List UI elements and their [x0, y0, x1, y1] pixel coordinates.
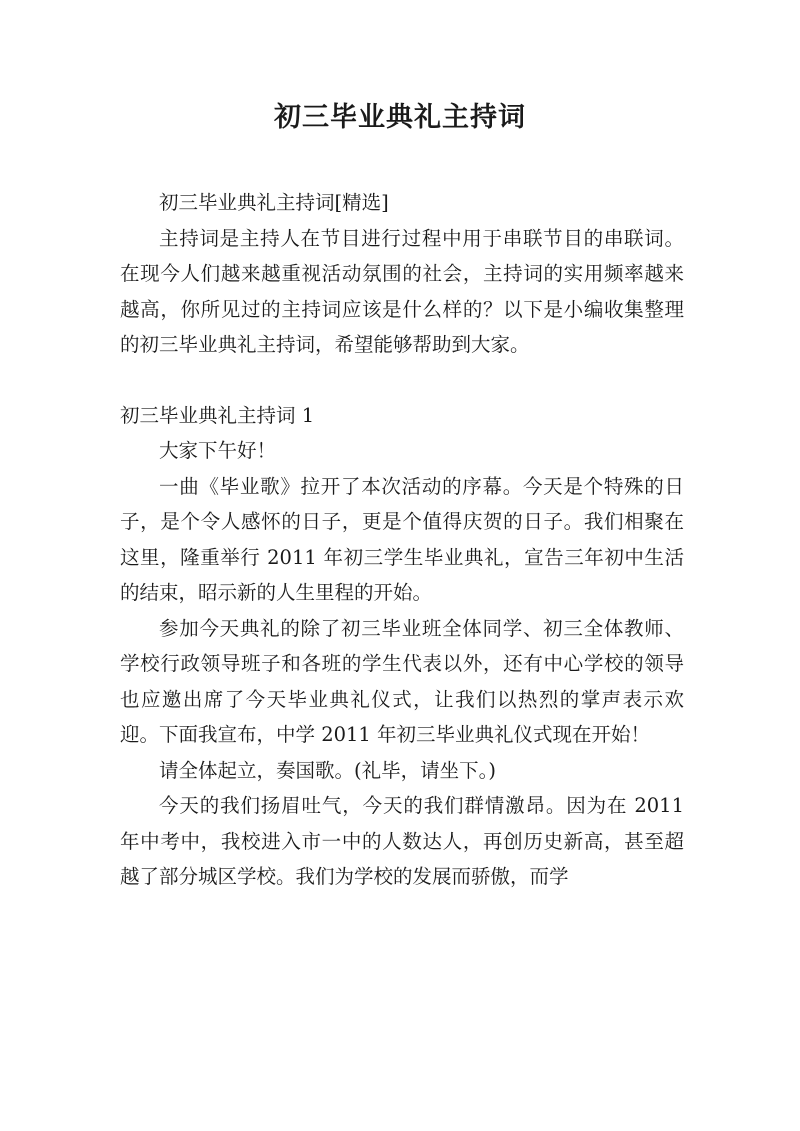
document-body	[120, 185, 684, 895]
document-title: 初三毕业典礼主持词	[274, 102, 526, 133]
body-paragraph: 请全体起立，奏国歌。(礼毕，请坐下。)	[159, 758, 496, 782]
body-paragraph: 参加今天典礼的除了初三毕业班全体同学、初三全体教师、学校行政领导班子和各班的学生代表以外，还有中心学校的领导也应邀出席了今天毕业典礼仪式，让我们以热烈的掌声表示欢迎。下面我宣布，中学 2011 年初三毕业典礼仪式现在开始！	[120, 616, 684, 746]
body-paragraph: 一曲《毕业歌》拉开了本次活动的序幕。今天是个特殊的日子，是个令人感怀的日子，更是个值得庆贺的日子。我们相聚在这里，隆重举行 2011 年初三学生毕业典礼，宣告三年初中生活的结束，昭示新的人生里程的开始。	[120, 474, 684, 604]
body-paragraph: 大家下午好！	[159, 439, 277, 462]
section-heading: 初三毕业典礼主持词 1	[120, 403, 315, 427]
subtitle-paragraph: 初三毕业典礼主持词[精选]	[159, 191, 389, 214]
body-paragraph: 今天的我们扬眉吐气，今天的我们群情激昂。因为在 2011 年中考中，我校进入市一中的人数达人，再创历史新高，甚至超越了部分城区学校。我们为学校的发展而骄傲，而学	[120, 794, 684, 888]
intro-paragraph: 主持词是主持人在节目进行过程中用于串联节目的串联词。在现今人们越来越重视活动氛围的社会，主持词的实用频率越来越高，你所见过的主持词应该是什么样的？以下是小编收集整理的初三毕业典礼主持词，希望能够帮助到大家。	[120, 226, 684, 356]
